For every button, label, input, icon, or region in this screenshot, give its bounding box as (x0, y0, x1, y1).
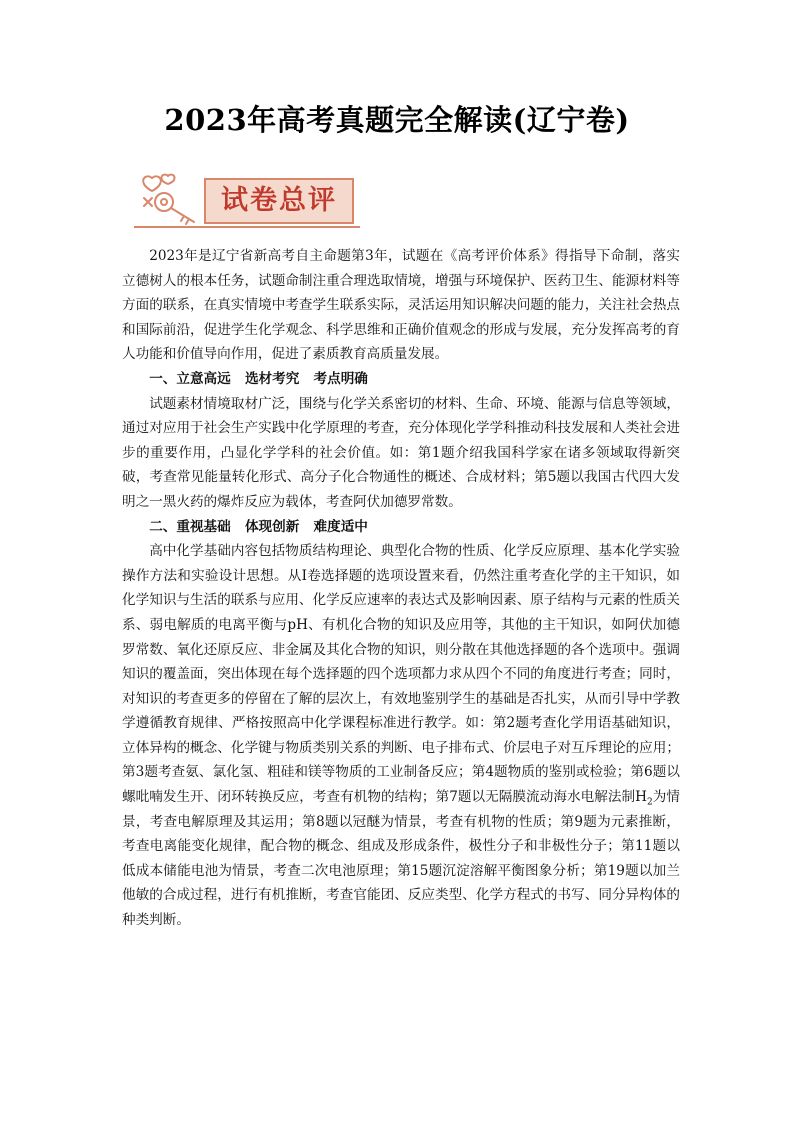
section-title-box (204, 178, 354, 224)
page-title: 2023年高考真题完全解读(辽宁卷) (164, 103, 630, 137)
document-body (122, 244, 680, 933)
section-banner (134, 170, 364, 232)
section-2-text-part-2: 为情景，考查电解原理及其运用；第8题以冠醚为情景，考查有机物的性质；第9题为元素推断，考查电离能变化规律，配合物的概念、组成及形成条件，极性分子和非极性分子；第11题以低成本储能电池为情景，考查二次电池原理；第15题沉淀溶解平衡图象分析；第19题以加兰他敏的合成过程，进行有机推断，考查官能团、反应类型、化学方程式的书写、同分异构体的种类判断。 (122, 789, 680, 929)
heart-key-icon (138, 170, 202, 228)
intro-paragraph: 2023年是辽宁省新高考自主命题第3年，试题在《高考评价体系》得指导下命制，落实立德树人的根本任务，试题命制注重合理选取情境，增强与环境保护、医药卫生、能源材料等方面的联系，在真实情境中考查学生联系实际，灵活运用知识解决问题的能力，关注社会热点和国际前沿，促进学生化学观念、科学思维和正确价值观念的形成与发展，充分发挥高考的育人功能和价值导向作用，促进了素质教育高质量发展。 (122, 248, 680, 363)
hydrogen-subscript: 2 (646, 797, 653, 808)
section-2-heading: 二、重视基础 体现创新 难度适中 (149, 518, 368, 535)
banner-underline (134, 226, 360, 228)
section-2-text-part-1: 高中化学基础内容包括物质结构理论、典型化合物的性质、化学反应原理、基本化学实验操作方法和实验设计思想。从Ⅰ卷选择题的选项设置来看，仍然注重考查化学的主干知识，如化学知识与生活的联系与应用、化学反应速率的表达式及影响因素、原子结构与元素的性质关系、弱电解质的电离平衡与pH、有机化合物的知识及应用等，其他的主干知识，如阿伏加德罗常数、氧化还原反应、非金属及其化合物的知识，则分散在其他选择题的各个选项中。强调知识的覆盖面，突出体现在每个选择题的四个选项都力求从四个不同的角度进行考查；同时，对知识的考查更多的停留在了解的层次上，有效地鉴别学生的基础是否扎实，从而引导中学教学遵循教育规律、严格按照高中化学课程标准进行教学。如：第2题考查化学用语基础知识，立体异构的概念、化学键与物质类别关系的判断、电子排布式、价层电子对互斥理论的应用；第3题考查氨、氯化氢、粗硅和镁等物质的工业制备反应；第4题物质的鉴别或检验；第6题以螺吡喃发生开、闭环转换反应，考查有机物的结构；第7题以无隔膜流动海水电解法制H (122, 543, 680, 806)
section-2-paragraph (122, 539, 680, 933)
section-1-paragraph: 试题素材情境取材广泛，围绕与化学关系密切的材料、生命、环境、能源与信息等领域，通过对应用于社会生产实践中化学原理的考查，充分体现化学学科推动科技发展和人类社会进步的重要作用，凸显化学学科的社会价值。如：第1题介绍我国科学家在诸多领域取得新突破，考查常见能量转化形式、高分子化合物通性的概述、合成材料；第5题以我国古代四大发明之一黑火药的爆炸反应为载体，考查阿伏加德罗常数。 (122, 395, 680, 510)
section-1-heading: 一、立意高远 选材考究 考点明确 (149, 370, 368, 387)
section-title: 试卷总评 (221, 185, 337, 216)
